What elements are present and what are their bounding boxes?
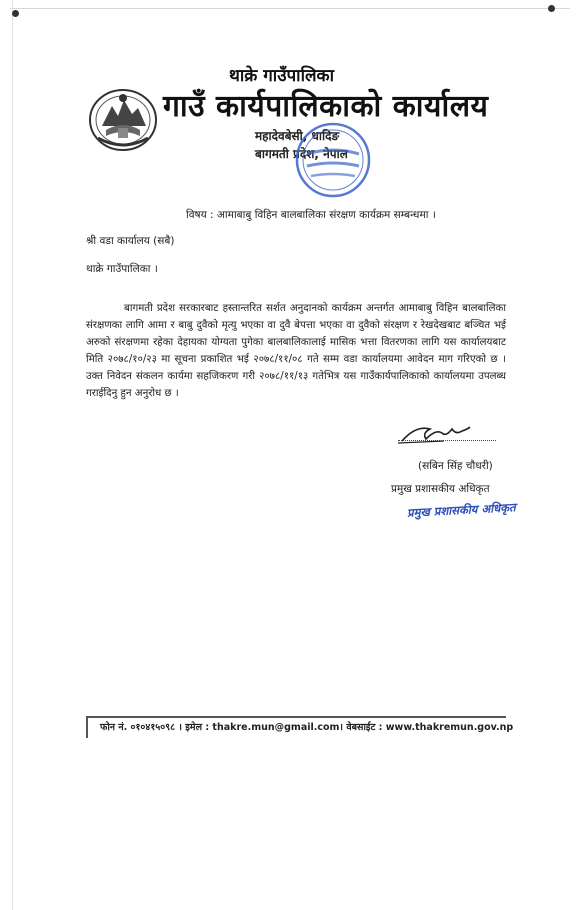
office-stamp-icon xyxy=(293,120,373,200)
letter-subject: विषय : आमाबाबु विहिन बालबालिका संरक्षण कार्यक्रम सम्बन्धमा । xyxy=(186,209,436,221)
signer-name: (सबिन सिंह चौधरी) xyxy=(418,460,493,472)
address-line-1: महादेवबेसी, धादिङ xyxy=(255,129,340,143)
scan-edge-left xyxy=(12,0,13,910)
letter-body: बागमती प्रदेश सरकारबाट हस्तान्तरित सर्शत अनुदानको कार्यक्रम अन्तर्गत आमाबाबु विहिन बालबालिका संरक्षणका लागि आमा र बाबु दुवैको मृत्यु भएका वा दुवै बेपत्ता भएका वा दुवैको संरक्षण र रेखदेखबाट बञ्चित भई अरुको संरक्षणमा रहेका देहायका योग्यता पुगेका बालबालिकालाई मासिक भत्ता वितरणका लागि यस कार्यालयबाट मिति २०७८/१०/२३ मा सूचना प्रकाशित भई २०७८/११/०८ गते सम्म वडा कार्यालयमा आवेदन माग गरिएको छ । उक्त निवेदन संकलन कार्यमा सहजिकरण गरी २०७८/११/१३ गतेभित्र यस गाउँकार्यपालिकाको कार्यालयमा उपलब्ध गराईदिनु हुन अनुरोध छ । xyxy=(86,303,506,399)
punch-hole-mark xyxy=(548,5,555,12)
signer-title: प्रमुख प्रशासकीय अधिकृत xyxy=(391,483,490,495)
recipient-line-1: श्री वडा कार्यालय (सबै) xyxy=(86,235,175,247)
signature-line xyxy=(398,432,496,441)
footer-contact: फोन नं. ०१०४१५०९८ । इमेल : thakre.mun@gmail.com। वेबसाईट : www.thakremun.gov.np xyxy=(100,722,514,733)
recipient-line-2: थाक्रे गाउँपालिका । xyxy=(86,263,158,275)
scan-edge-top xyxy=(10,8,570,9)
office-title: गाउँ कार्यपालिकाको कार्यालय xyxy=(163,89,489,124)
footer-divider xyxy=(86,716,506,718)
punch-hole-mark xyxy=(12,10,19,17)
designation-stamp: प्रमुख प्रशासकीय अधिकृत xyxy=(406,500,516,520)
footer-divider-edge xyxy=(86,716,88,738)
nepal-emblem-icon xyxy=(88,86,158,152)
address-line-2: बागमती प्रदेश, नेपाल xyxy=(255,147,348,161)
office-name: थाक्रे गाउँपालिका xyxy=(229,66,334,86)
